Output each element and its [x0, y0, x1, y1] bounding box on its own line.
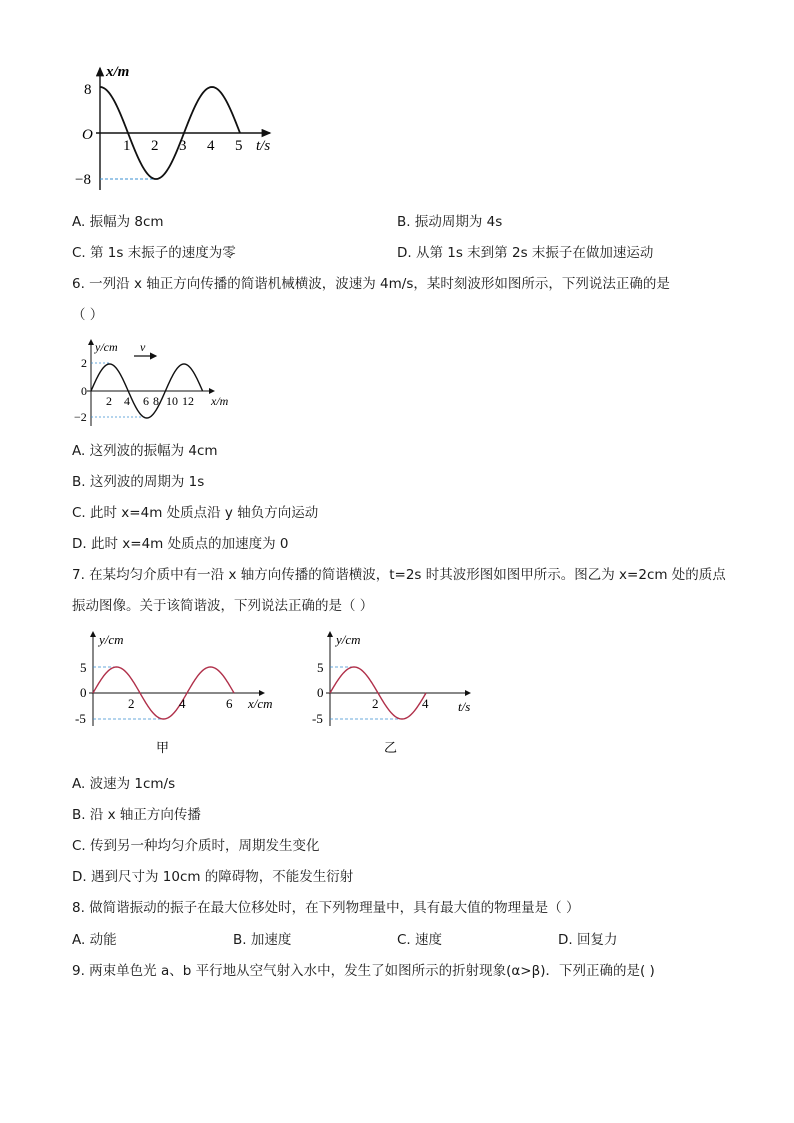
q7-option-b[interactable]: B. 沿 x 轴正方向传播 — [72, 807, 201, 823]
x-tick-10: 10 — [166, 394, 178, 408]
q5-option-b[interactable]: B. 振动周期为 4s — [397, 214, 503, 230]
y-tick-2: 2 — [81, 356, 87, 370]
x-axis-label: t/s — [256, 138, 271, 154]
q7-stem-line2: 振动图像。关于该简谐波，下列说法正确的是（ ） — [72, 598, 374, 614]
x-tick-6: 6 — [226, 696, 233, 711]
q6-option-c[interactable]: C. 此时 x=4m 处质点沿 y 轴负方向运动 — [72, 505, 319, 521]
x-tick-3: 3 — [179, 138, 187, 154]
y-axis-label: y/cm — [336, 632, 361, 647]
q7-option-c[interactable]: C. 传到另一种均匀介质时，周期发生变化 — [72, 838, 320, 854]
y-tick-neg8: −8 — [75, 172, 91, 188]
q6-option-a[interactable]: A. 这列波的振幅为 4cm — [72, 443, 218, 459]
y-tick-0: 0 — [80, 685, 87, 700]
q8-option-c[interactable]: C. 速度 — [397, 932, 443, 948]
y-tick-neg2: −2 — [74, 410, 87, 424]
q8-option-b[interactable]: B. 加速度 — [233, 932, 292, 948]
y-axis-label: y/cm — [95, 340, 118, 354]
q7-option-a[interactable]: A. 波速为 1cm/s — [72, 776, 176, 792]
q6-stem: 6. 一列沿 x 轴正方向传播的简谐机械横波，波速为 4m/s，某时刻波形如图所示，下列说法正确的是 — [72, 276, 670, 292]
x-tick-4: 4 — [179, 696, 186, 711]
q9-stem: 9. 两束单色光 a、b 平行地从空气射入水中，发生了如图所示的折射现象(α>β)．下列正确的是( ) — [72, 963, 655, 979]
x-tick-4: 4 — [207, 138, 215, 154]
x-tick-12: 12 — [182, 394, 194, 408]
q6-option-b[interactable]: B. 这列波的周期为 1s — [72, 474, 205, 490]
q8-option-d[interactable]: D. 回复力 — [558, 932, 618, 948]
y-tick-neg5: -5 — [312, 711, 323, 726]
origin-label: O — [82, 127, 93, 143]
x-tick-2: 2 — [106, 394, 112, 408]
velocity-label: v — [140, 340, 146, 354]
q8-stem: 8. 做简谐振动的振子在最大位移处时，在下列物理量中，具有最大值的物理量是（ ） — [72, 900, 580, 916]
y-tick-5: 5 — [317, 660, 324, 675]
y-tick-0: 0 — [81, 384, 87, 398]
x-tick-2: 2 — [372, 696, 379, 711]
q7-stem-line1: 7. 在某均匀介质中有一沿 x 轴方向传播的简谐横波，t=2s 时其波形图如图甲所示。图乙为 x=2cm 处的质点 — [72, 567, 726, 583]
x-tick-4: 4 — [422, 696, 429, 711]
x-axis-label: x/cm — [248, 696, 273, 711]
q6-answer-paren: （ ） — [72, 307, 104, 323]
y-tick-8: 8 — [84, 82, 92, 98]
x-tick-1: 1 — [123, 138, 131, 154]
x-tick-2: 2 — [151, 138, 159, 154]
y-axis-label: y/cm — [99, 632, 124, 647]
q5-vibration-graph — [70, 58, 300, 198]
q5-option-d[interactable]: D. 从第 1s 末到第 2s 末振子在做加速运动 — [397, 245, 654, 261]
y-tick-0: 0 — [317, 685, 324, 700]
q8-option-a[interactable]: A. 动能 — [72, 932, 117, 948]
q6-wave-graph — [72, 336, 252, 428]
x-tick-8: 8 — [153, 394, 159, 408]
x-tick-2: 2 — [128, 696, 135, 711]
caption-yi: 乙 — [384, 741, 398, 756]
x-axis-label: t/s — [458, 699, 471, 714]
q7-wave-graph-jia — [72, 628, 287, 758]
y-tick-5: 5 — [80, 660, 87, 675]
q5-option-c[interactable]: C. 第 1s 末振子的速度为零 — [72, 245, 236, 261]
q6-option-d[interactable]: D. 此时 x=4m 处质点的加速度为 0 — [72, 536, 289, 552]
x-tick-5: 5 — [235, 138, 243, 154]
x-tick-4: 4 — [124, 394, 130, 408]
q7-vibration-graph-yi — [308, 628, 478, 758]
x-tick-6: 6 — [143, 394, 149, 408]
x-axis-label: x/m — [211, 394, 229, 408]
caption-jia: 甲 — [156, 741, 170, 756]
y-tick-neg5: -5 — [75, 711, 86, 726]
y-axis-label: x/m — [106, 64, 130, 80]
q7-option-d[interactable]: D. 遇到尺寸为 10cm 的障碍物，不能发生衍射 — [72, 869, 354, 885]
q5-option-a[interactable]: A. 振幅为 8cm — [72, 214, 164, 230]
